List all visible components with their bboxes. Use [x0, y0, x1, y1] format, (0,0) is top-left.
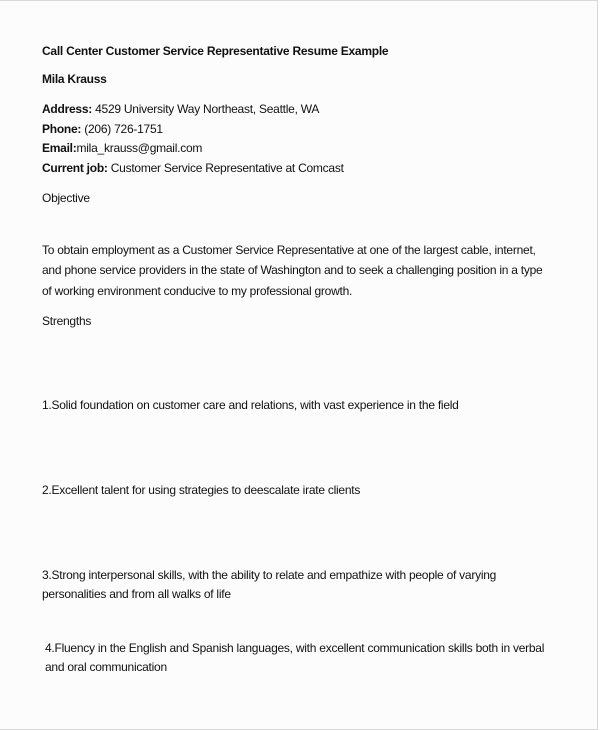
document-title: Call Center Customer Service Representative Resume Example	[42, 44, 389, 58]
strength-item-continuation: and oral communication	[45, 660, 167, 674]
candidate-name: Mila Krauss	[42, 72, 107, 86]
objective-heading: Objective	[42, 191, 90, 205]
objective-text-line: of working environment conducive to my professional growth.	[42, 284, 353, 298]
current-job-label: Current job:	[42, 161, 108, 175]
address-label: Address:	[42, 102, 93, 116]
strength-item-continuation: personalities and from all walks of life	[42, 587, 231, 601]
email-label: Email:	[42, 141, 77, 155]
phone-label: Phone:	[42, 122, 82, 136]
email-line	[42, 141, 202, 155]
current-job-value: Customer Service Representative at Comcast	[107, 161, 344, 175]
email-value: mila_krauss@gmail.com	[76, 141, 203, 155]
objective-text-line: and phone service providers in the state of Washington and to seek a challenging position in a type	[42, 263, 543, 277]
objective-text-line: To obtain employment as a Customer Service Representative at one of the largest cable, internet,	[42, 243, 536, 257]
strengths-heading: Strengths	[42, 314, 92, 328]
strength-item: 4.Fluency in the English and Spanish languages, with excellent communication skills both in verbal	[45, 641, 545, 655]
phone-line	[42, 122, 163, 136]
strength-item: 1.Solid foundation on customer care and relations, with vast experience in the field	[42, 398, 459, 412]
address-line	[42, 102, 319, 116]
address-value: 4529 University Way Northeast, Seattle, WA	[92, 102, 320, 116]
strength-item: 3.Strong interpersonal skills, with the ability to relate and empathize with people of varying	[42, 568, 497, 582]
strength-item: 2.Excellent talent for using strategies to deescalate irate clients	[42, 483, 361, 497]
phone-value: (206) 726-1751	[81, 122, 163, 136]
current-job-line	[42, 161, 344, 175]
